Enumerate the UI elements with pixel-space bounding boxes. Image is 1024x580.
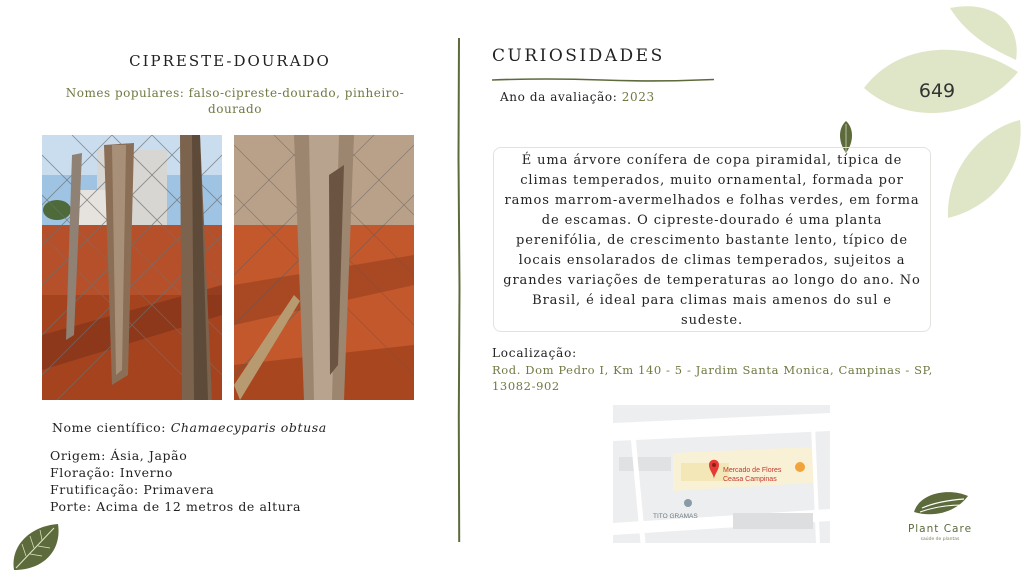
fact-origin: Origem: Ásia, Japão xyxy=(50,448,188,463)
plant-number: 649 xyxy=(918,80,956,102)
fact-size: Porte: Acima de 12 metros de altura xyxy=(50,499,302,514)
plant-care-logo xyxy=(900,488,980,548)
year-label: Ano da avaliação: xyxy=(500,90,618,104)
plant-facts xyxy=(50,447,301,515)
year-value: 2023 xyxy=(621,90,655,104)
fact-flowering: Floração: Inverno xyxy=(50,465,173,480)
scientific-name-row xyxy=(52,420,327,435)
evaluation-year xyxy=(500,90,655,104)
map-place-line2: Ceasa Campinas xyxy=(723,476,777,483)
tree-photo-2 xyxy=(234,135,414,400)
location-map[interactable] xyxy=(613,405,830,543)
scientific-name: Chamaecyparis obtusa xyxy=(170,420,327,435)
tree-photo-1 xyxy=(42,135,222,400)
logo-tagline: saúde de plantas xyxy=(920,537,960,542)
location-label: Localização: xyxy=(492,346,577,360)
plant-title: CIPRESTE-DOURADO xyxy=(129,52,331,70)
logo-name: Plant Care xyxy=(907,523,973,535)
leaf-icon xyxy=(8,520,64,576)
fact-fruiting: Frutificação: Primavera xyxy=(50,482,215,497)
title-underline xyxy=(492,68,714,74)
map-place-line1: Mercado de Flores xyxy=(723,467,782,474)
description-box: É uma árvore conífera de copa piramidal, típica de climas temperados, muito ornamental, formada por ramos marrom-avermelhados e folhas verdes, em forma de escamas. O cipreste-dourado é uma planta perenifólia, de crescimento bastante lento, típico de locais ensolarados de climas temperados, sujeitos a grandes variações de temperaturas ao longo do ano. No Brasil, é ideal para climas mais amenos do sul e sudeste. xyxy=(493,147,931,332)
column-divider xyxy=(456,38,462,542)
map-secondary-label: TITO GRAMAS xyxy=(653,513,698,520)
scientific-label: Nome científico: xyxy=(52,420,167,435)
location-address: Rod. Dom Pedro I, Km 140 - 5 - Jardim Santa Monica, Campinas - SP, 13082-902 xyxy=(492,363,933,393)
curiosities-title: CURIOSIDADES xyxy=(492,46,665,66)
popular-names: Nomes populares: falso-cipreste-dourado, pinheiro-dourado xyxy=(65,86,405,116)
